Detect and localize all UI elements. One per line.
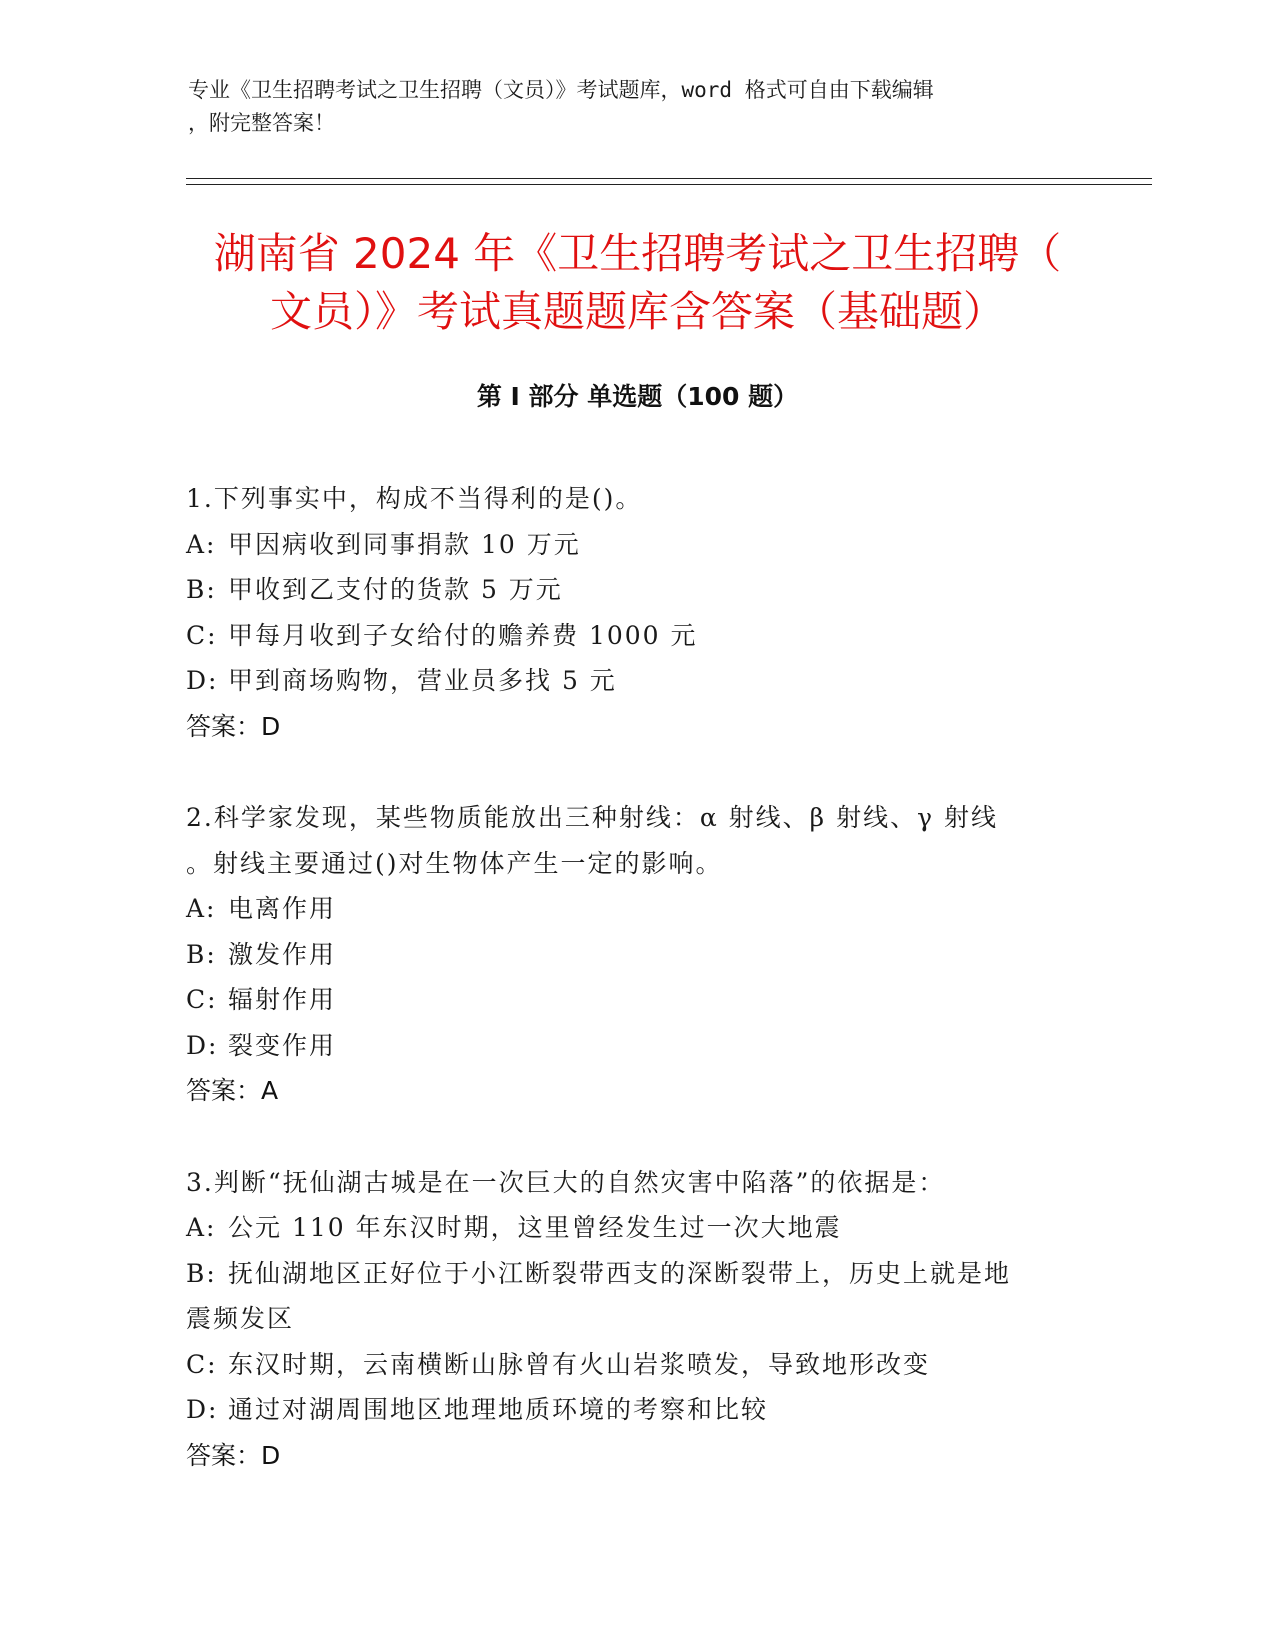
option-line bbox=[186, 567, 1086, 613]
question-stem: 1.下列事实中，构成不当得利的是()。 bbox=[186, 484, 643, 513]
option-line bbox=[186, 658, 1086, 704]
document-title bbox=[150, 225, 1125, 341]
option-line bbox=[186, 977, 1086, 1023]
document-title-line: 湖南省 2024 年《卫生招聘考试之卫生招聘（ bbox=[213, 229, 1062, 278]
option-line bbox=[186, 886, 1086, 932]
section-title: 第 I 部分 单选题（100 题） bbox=[476, 382, 799, 411]
option-key: A: bbox=[186, 529, 217, 559]
option-key: D: bbox=[186, 666, 219, 695]
option-text: 甲到商场购物，营业员多找 5 元 bbox=[228, 666, 617, 695]
option-line bbox=[186, 1205, 1086, 1251]
option-key: B: bbox=[186, 1258, 217, 1288]
option-text: 东汉时期，云南横断山脉曾有火山岩浆喷发，导致地形改变 bbox=[228, 1349, 931, 1379]
option-text: 激发作用 bbox=[228, 939, 337, 969]
header-note-line: 专业《卫生招聘考试之卫生招聘（文员）》考试题库，word 格式可自由下载编辑 bbox=[188, 78, 934, 102]
header-divider bbox=[186, 178, 1152, 179]
option-text: 辐射作用 bbox=[228, 985, 337, 1014]
question-stem: 2.科学家发现，某些物质能放出三种射线：α 射线、β 射线、γ 射线 bbox=[186, 803, 998, 832]
option-line bbox=[186, 522, 1086, 568]
option-key: D: bbox=[186, 1395, 219, 1424]
option-key: D: bbox=[186, 1030, 219, 1060]
document-title-line: 文员）》考试真题题库含答案（基础题） bbox=[269, 287, 1005, 336]
header-divider bbox=[186, 184, 1152, 185]
option-key: A: bbox=[186, 1213, 217, 1242]
question-block bbox=[186, 795, 1086, 1114]
answer-line: 答案：D bbox=[186, 711, 281, 741]
option-line bbox=[186, 1296, 1086, 1342]
question-block bbox=[186, 476, 1086, 749]
question-block bbox=[186, 1160, 1086, 1479]
option-text: 震频发区 bbox=[186, 1304, 295, 1333]
answer-line: 答案：A bbox=[186, 1076, 279, 1105]
header-note-line: ，附完整答案！ bbox=[188, 111, 335, 135]
option-key: C: bbox=[186, 1349, 218, 1379]
option-line bbox=[186, 1342, 1086, 1388]
option-key: C: bbox=[186, 985, 218, 1014]
option-text: 甲收到乙支付的货款 5 万元 bbox=[228, 575, 563, 604]
option-text: 公元 110 年东汉时期，这里曾经发生过一次大地震 bbox=[228, 1213, 842, 1242]
question-stem: 。射线主要通过()对生物体产生一定的影响。 bbox=[186, 848, 723, 878]
option-key: B: bbox=[186, 575, 217, 604]
option-line bbox=[186, 932, 1086, 978]
option-key: C: bbox=[186, 620, 218, 650]
option-line bbox=[186, 1023, 1086, 1069]
option-line bbox=[186, 1251, 1086, 1297]
option-text: 抚仙湖地区正好位于小江断裂带西支的深断裂带上，历史上就是地 bbox=[228, 1258, 1012, 1288]
option-text: 甲因病收到同事捐款 10 万元 bbox=[228, 529, 581, 559]
answer-line: 答案：D bbox=[186, 1440, 281, 1470]
option-text: 裂变作用 bbox=[228, 1030, 337, 1060]
option-line bbox=[186, 1387, 1086, 1433]
option-text: 甲每月收到子女给付的赡养费 1000 元 bbox=[228, 620, 698, 650]
option-line bbox=[186, 613, 1086, 659]
option-key: A: bbox=[186, 894, 217, 923]
question-list bbox=[186, 476, 1086, 1524]
option-key: B: bbox=[186, 939, 217, 969]
option-text: 通过对湖周围地区地理地质环境的考察和比较 bbox=[228, 1395, 769, 1424]
option-text: 电离作用 bbox=[228, 894, 337, 923]
header-note bbox=[188, 74, 1088, 140]
question-stem: 3.判断“抚仙湖古城是在一次巨大的自然灾害中陷落”的依据是： bbox=[186, 1167, 946, 1197]
